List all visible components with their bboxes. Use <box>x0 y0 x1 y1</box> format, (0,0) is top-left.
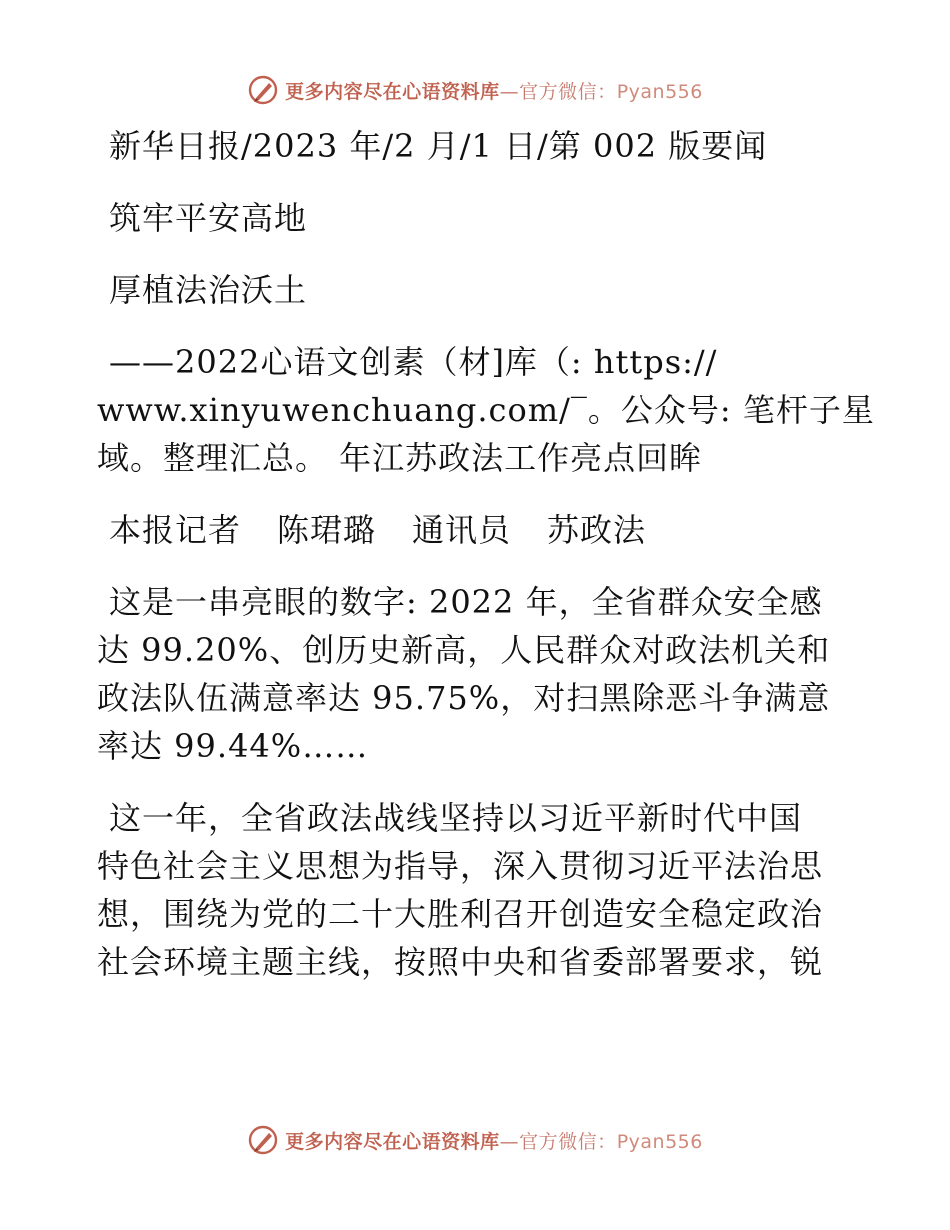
footer-watermark <box>0 1120 950 1160</box>
watermark-wechat-id: Pyan556 <box>616 1130 703 1153</box>
pen-logo-icon <box>247 1124 279 1156</box>
watermark-label: 官方微信： <box>519 1130 617 1153</box>
watermark-brand: 更多内容尽在心语资料库 <box>285 80 500 103</box>
watermark-separator: — <box>499 80 520 103</box>
subtitle-line: 域。整理汇总。 年江苏政法工作亮点回眸 <box>97 439 703 477</box>
headline-2: 厚植法治沃土 <box>109 271 308 309</box>
watermark-separator: — <box>499 1130 520 1153</box>
watermark-group <box>247 74 703 106</box>
paragraph-line: 社会环境主题主线，按照中央和省委部署要求，锐 <box>97 943 824 981</box>
watermark-text <box>285 1127 703 1154</box>
subtitle-line: ——2022心语文创素（材]库（: https:// <box>109 343 718 381</box>
paragraph-line: 这一年，全省政法战线坚持以习近平新时代中国 <box>109 799 803 837</box>
pen-logo-icon <box>247 74 279 106</box>
paragraph-line: 政法队伍满意率达 95.75%，对扫黑除恶斗争满意 <box>97 679 831 717</box>
subtitle-block <box>97 338 875 482</box>
watermark-brand: 更多内容尽在心语资料库 <box>285 1130 500 1153</box>
correspondent-label: 通讯员 <box>412 511 512 549</box>
watermark-label: 官方微信： <box>519 80 617 103</box>
watermark-wechat-id: Pyan556 <box>616 80 703 103</box>
watermark-text <box>285 77 703 104</box>
article-body <box>97 122 875 986</box>
paragraph-line: 特色社会主义思想为指导，深入贯彻习近平法治思 <box>97 847 824 885</box>
paragraph-line: 达 99.20%、创历史新高，人民群众对政法机关和 <box>97 631 831 669</box>
byline <box>97 506 857 554</box>
paragraph-line: 这是一串亮眼的数字: 2022 年，全省群众安全感 <box>109 583 823 621</box>
reporter-name: 陈珺璐 <box>277 511 377 549</box>
correspondent-name: 苏政法 <box>547 511 647 549</box>
dateline: 新华日报/2023 年/2 月/1 日/第 002 版要闻 <box>109 127 768 165</box>
paragraph-line: 想，围绕为党的二十大胜利召开创造安全稳定政治 <box>97 895 824 933</box>
subtitle-line: www.xinyuwenchuang.com/‾。公众号: 笔杆子星 <box>97 391 875 429</box>
watermark-group <box>247 1124 703 1156</box>
paragraph-2 <box>97 794 857 986</box>
headline-1: 筑牢平安高地 <box>109 199 308 237</box>
reporter-label: 本报记者 <box>109 511 242 549</box>
paragraph-line: 率达 99.44%…… <box>97 727 369 765</box>
paragraph-1 <box>97 578 857 770</box>
header-watermark <box>0 70 950 110</box>
